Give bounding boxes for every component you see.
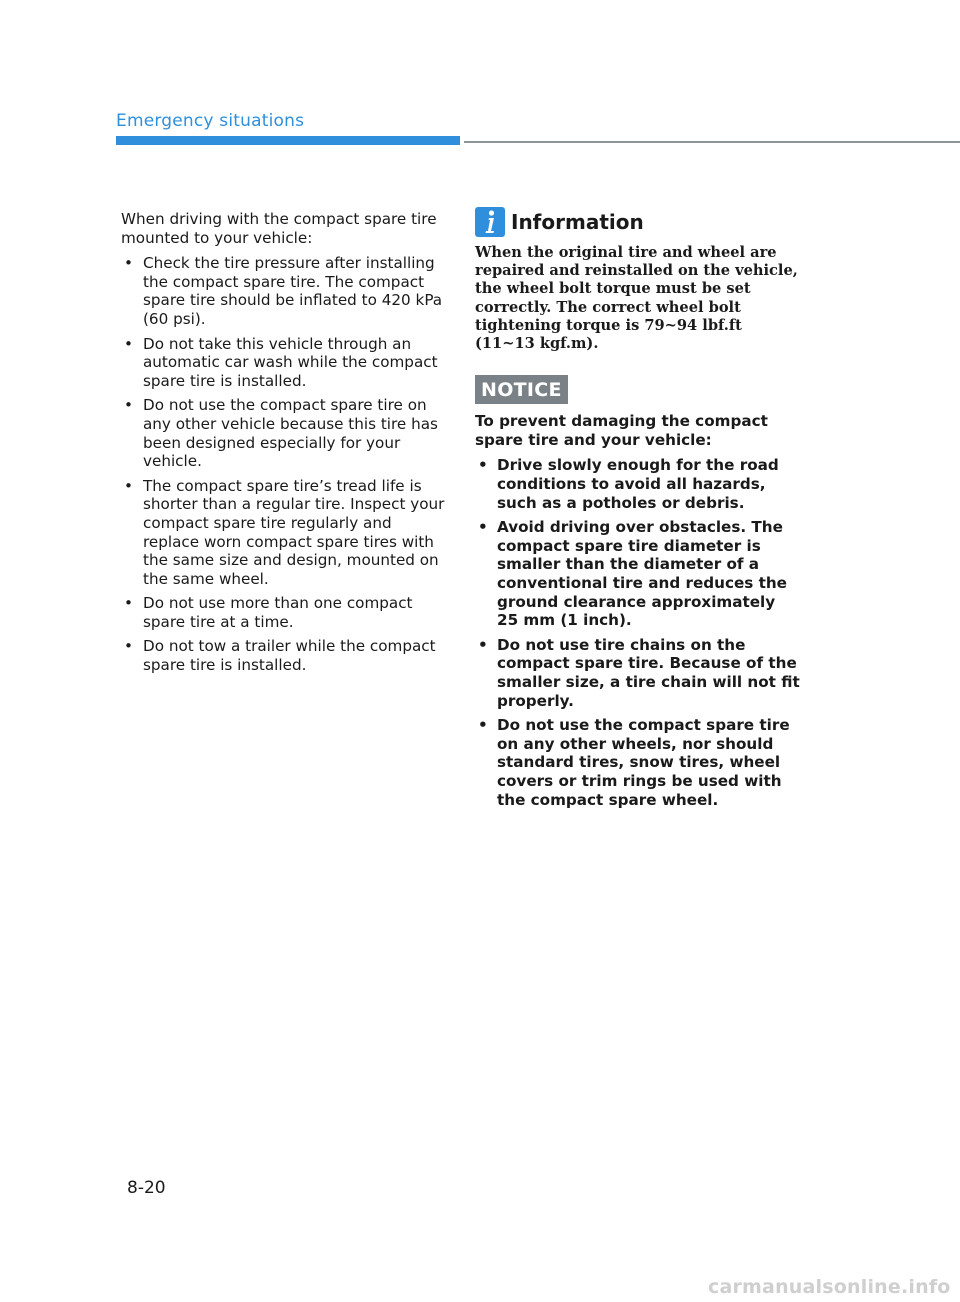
list-item bbox=[121, 477, 446, 589]
list-item-text: Do not tow a trailer while the compact spare tire is installed. bbox=[143, 637, 436, 675]
bullet-icon: • bbox=[124, 476, 133, 495]
list-item bbox=[121, 637, 446, 674]
list-item bbox=[121, 396, 446, 470]
list-item-text: The compact spare tire’s tread life is shorter than a regular tire. Inspect your compact spare tire regularly and replace worn compact spare tires with the same size and design, mounted on the same wheel. bbox=[143, 476, 445, 588]
notice-intro: To prevent damaging the compact spare tire and your vehicle: bbox=[475, 412, 768, 449]
bullet-icon: • bbox=[478, 456, 488, 475]
bullet-icon: • bbox=[124, 594, 133, 613]
bullet-icon: • bbox=[124, 334, 133, 353]
notice-badge: NOTICE bbox=[475, 375, 568, 404]
bullet-icon: • bbox=[124, 254, 133, 273]
information-heading bbox=[475, 206, 800, 238]
header-divider bbox=[464, 141, 960, 143]
list-item bbox=[475, 716, 800, 809]
list-item bbox=[475, 518, 800, 630]
bullet-icon: • bbox=[478, 635, 488, 654]
list-item-text: Avoid driving over obstacles. The compact spare tire diameter is smaller than the diameter of a conventional tire and reduces the ground clearance approximately 25 mm (1 inch). bbox=[497, 518, 787, 630]
list-item-text: Do not take this vehicle through an automatic car wash while the compact spare tire is installed. bbox=[143, 334, 438, 390]
bullet-icon: • bbox=[478, 518, 488, 537]
page-number: 8-20 bbox=[127, 1178, 166, 1198]
spare-tire-list bbox=[121, 254, 446, 674]
notice-list bbox=[475, 456, 800, 809]
information-body: When the original tire and wheel are repaired and reinstalled on the vehicle, the wheel bolt torque must be set correctly. The correct wheel bolt tightening torque is 79~94 lbf.ft (11~13 kgf.m). bbox=[475, 244, 798, 353]
info-icon bbox=[475, 207, 505, 237]
section-title: Emergency situations bbox=[116, 111, 305, 131]
information-label: Information bbox=[511, 210, 644, 234]
list-item bbox=[475, 456, 800, 512]
list-item-text: Check the tire pressure after installing the compact spare tire. The compact spare tire should be inflated to 420 kPa (60 psi). bbox=[143, 254, 443, 328]
header-accent-bar bbox=[116, 136, 460, 145]
list-item-text: Do not use the compact spare tire on any other wheels, nor should standard tires, snow tires, wheel covers or trim rings be used with the compact spare wheel. bbox=[497, 716, 790, 809]
bullet-icon: • bbox=[478, 716, 488, 735]
list-item-text: Do not use more than one compact spare tire at a time. bbox=[143, 594, 413, 631]
bullet-icon: • bbox=[124, 396, 133, 415]
list-item-text: Do not use the compact spare tire on any other vehicle because this tire has been designed especially for your vehicle. bbox=[143, 396, 438, 471]
info-glyph-icon bbox=[483, 210, 497, 234]
left-column bbox=[121, 210, 446, 681]
list-item bbox=[475, 636, 800, 710]
right-column bbox=[475, 206, 800, 815]
list-item bbox=[121, 594, 446, 631]
watermark: carmanualsonline.info bbox=[708, 1276, 951, 1298]
spare-tire-intro: When driving with the compact spare tire mounted to your vehicle: bbox=[121, 210, 437, 247]
list-item bbox=[121, 335, 446, 391]
list-item-text: Do not use tire chains on the compact spare tire. Because of the smaller size, a tire chain will not fit properly. bbox=[497, 635, 800, 710]
list-item-text: Drive slowly enough for the road conditions to avoid all hazards, such as a potholes or debris. bbox=[497, 456, 779, 512]
list-item bbox=[121, 254, 446, 328]
bullet-icon: • bbox=[124, 637, 133, 656]
